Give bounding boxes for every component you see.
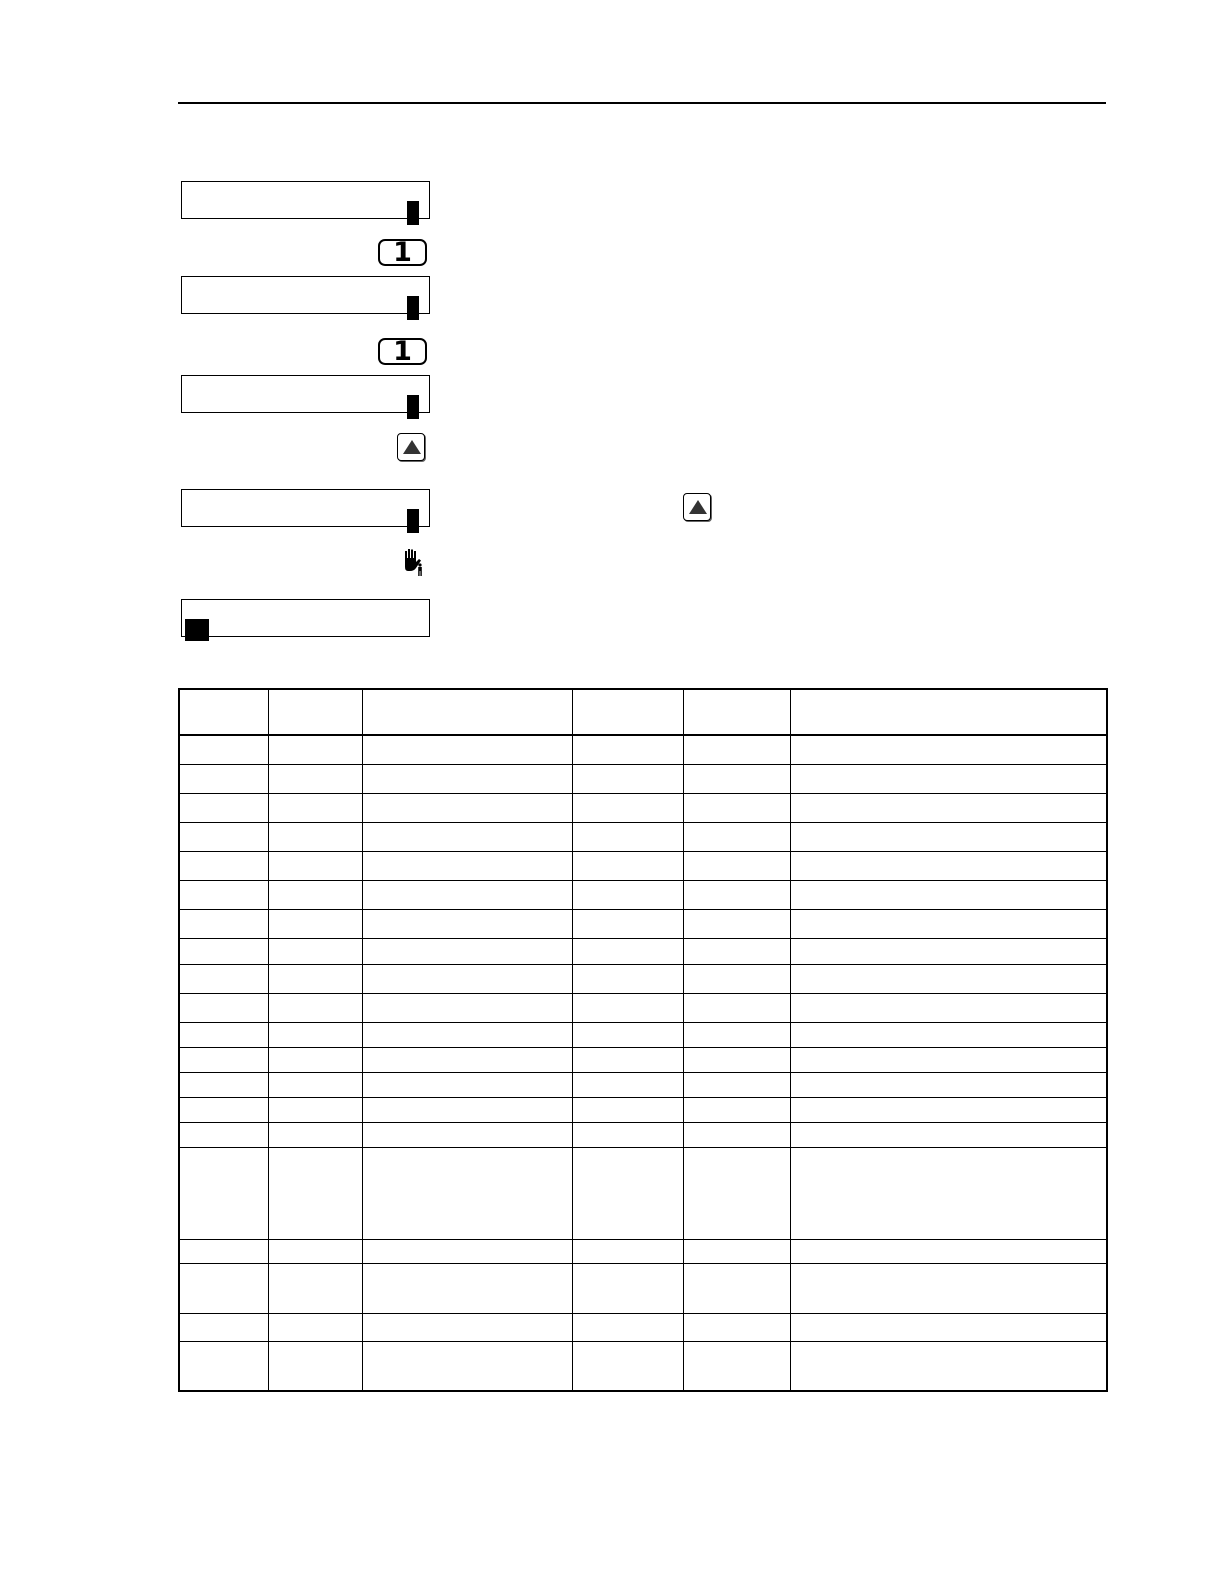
table-row (179, 822, 1107, 851)
table-cell (179, 851, 268, 880)
table-cell (179, 764, 268, 793)
table-cell (790, 793, 1107, 822)
table-cell (179, 1341, 268, 1391)
table-cell (790, 1122, 1107, 1147)
table-cell (683, 1097, 790, 1122)
table-cell (572, 1263, 683, 1313)
table-cell (683, 938, 790, 964)
table-cell (572, 793, 683, 822)
table-cell (268, 764, 362, 793)
lcd-cursor (185, 619, 209, 641)
table-cell (790, 851, 1107, 880)
table-cell (268, 793, 362, 822)
table-cell (683, 1239, 790, 1263)
table-cell (179, 1122, 268, 1147)
table-cell (572, 964, 683, 993)
lcd-cursor (407, 201, 419, 225)
key-one-icon: 1 (393, 336, 412, 367)
table-row (179, 764, 1107, 793)
table-cell (572, 1313, 683, 1341)
table-row (179, 1022, 1107, 1047)
table-cell (179, 993, 268, 1022)
table-row (179, 1047, 1107, 1072)
table-cell (179, 1022, 268, 1047)
column-header (790, 689, 1107, 735)
table-cell (362, 1122, 572, 1147)
lcd-cursor (407, 296, 419, 320)
table-cell (572, 851, 683, 880)
table-cell (683, 1313, 790, 1341)
table-cell (362, 1263, 572, 1313)
table-cell (683, 1072, 790, 1097)
table-cell (179, 1097, 268, 1122)
column-header (683, 689, 790, 735)
table-cell (362, 1341, 572, 1391)
table-cell (790, 1022, 1107, 1047)
table-cell (179, 735, 268, 764)
column-header (268, 689, 362, 735)
table-cell (362, 822, 572, 851)
table-cell (268, 822, 362, 851)
lcd-display-2 (181, 276, 430, 314)
table-cell (572, 1022, 683, 1047)
table-cell (683, 993, 790, 1022)
table-cell (268, 880, 362, 909)
table-cell (572, 764, 683, 793)
table-cell (179, 1239, 268, 1263)
table-cell (572, 1072, 683, 1097)
table-row (179, 1341, 1107, 1391)
table-cell (790, 1239, 1107, 1263)
up-arrow-key-inline[interactable] (683, 493, 711, 521)
table-cell (179, 909, 268, 938)
table-cell (268, 1122, 362, 1147)
table-cell (268, 1047, 362, 1072)
table-cell (362, 993, 572, 1022)
table-row (179, 1263, 1107, 1313)
table-cell (683, 735, 790, 764)
table-row (179, 993, 1107, 1022)
lcd-display-4 (181, 489, 430, 527)
table-row (179, 964, 1107, 993)
table-row (179, 1097, 1107, 1122)
column-header (362, 689, 572, 735)
table-cell (790, 822, 1107, 851)
lcd-display-1 (181, 181, 430, 219)
lcd-cursor (407, 395, 419, 419)
table-cell (790, 1047, 1107, 1072)
table-cell (572, 993, 683, 1022)
up-arrow-key[interactable] (397, 433, 425, 461)
table-cell (683, 1147, 790, 1239)
table-cell (572, 1147, 683, 1239)
table-cell (268, 993, 362, 1022)
table-cell (268, 909, 362, 938)
table-row (179, 909, 1107, 938)
table-cell (362, 764, 572, 793)
lcd-display-5 (181, 599, 430, 637)
table-cell (683, 909, 790, 938)
table-cell (790, 880, 1107, 909)
table-cell (790, 964, 1107, 993)
table-cell (362, 964, 572, 993)
table-cell (572, 938, 683, 964)
table-cell (179, 964, 268, 993)
table-row (179, 735, 1107, 764)
table-cell (790, 1341, 1107, 1391)
table-row (179, 851, 1107, 880)
table-row (179, 1147, 1107, 1239)
table-cell (179, 793, 268, 822)
key-one-icon: 1 (393, 237, 412, 268)
table-cell (683, 1122, 790, 1147)
table-row (179, 1072, 1107, 1097)
table-cell (268, 938, 362, 964)
table-cell (179, 1072, 268, 1097)
table-cell (572, 1122, 683, 1147)
table-cell (683, 764, 790, 793)
table-row (179, 1313, 1107, 1341)
table-cell (179, 1313, 268, 1341)
table-cell (572, 1341, 683, 1391)
table-cell (268, 1147, 362, 1239)
table-cell (268, 851, 362, 880)
table-cell (268, 1097, 362, 1122)
lcd-cursor (407, 509, 419, 533)
table-cell (790, 1263, 1107, 1313)
table-cell (362, 1047, 572, 1072)
table-cell (362, 1147, 572, 1239)
table-cell (683, 964, 790, 993)
header-rule (178, 102, 1106, 104)
table-cell (268, 1022, 362, 1047)
hand-icon (402, 547, 426, 577)
table-cell (572, 1047, 683, 1072)
table-cell (790, 1313, 1107, 1341)
table-cell (179, 1147, 268, 1239)
table-cell (790, 764, 1107, 793)
table-cell (572, 1239, 683, 1263)
table-cell (683, 880, 790, 909)
table-cell (362, 735, 572, 764)
table-cell (362, 909, 572, 938)
up-arrow-icon (688, 498, 708, 516)
table-cell (572, 909, 683, 938)
table-cell (362, 793, 572, 822)
table-cell (790, 1097, 1107, 1122)
data-table (178, 688, 1108, 1392)
table-cell (790, 1072, 1107, 1097)
table-cell (268, 1341, 362, 1391)
table-row (179, 938, 1107, 964)
table-cell (572, 880, 683, 909)
table-cell (362, 1072, 572, 1097)
table-header-row (179, 689, 1107, 735)
table-cell (362, 1313, 572, 1341)
key-one-button[interactable] (378, 239, 427, 266)
table-cell (790, 735, 1107, 764)
table-cell (362, 1239, 572, 1263)
column-header (179, 689, 268, 735)
table-cell (683, 1263, 790, 1313)
table-row (179, 1122, 1107, 1147)
hand-stop-key[interactable] (402, 547, 426, 582)
table-row (179, 880, 1107, 909)
table-cell (572, 1097, 683, 1122)
table-cell (683, 1341, 790, 1391)
table-cell (790, 993, 1107, 1022)
table-cell (683, 1047, 790, 1072)
table-cell (790, 938, 1107, 964)
table-cell (362, 1022, 572, 1047)
table-cell (572, 822, 683, 851)
table-cell (790, 909, 1107, 938)
table-cell (683, 793, 790, 822)
table-cell (683, 1022, 790, 1047)
table-cell (179, 822, 268, 851)
table-cell (362, 1097, 572, 1122)
table-cell (268, 735, 362, 764)
table-cell (268, 1263, 362, 1313)
table-cell (362, 938, 572, 964)
table-cell (362, 851, 572, 880)
table-cell (683, 822, 790, 851)
up-arrow-icon (402, 438, 422, 456)
table-cell (179, 938, 268, 964)
table-cell (268, 964, 362, 993)
table-cell (179, 1263, 268, 1313)
table-cell (179, 880, 268, 909)
table-cell (268, 1072, 362, 1097)
table-cell (572, 735, 683, 764)
table-row (179, 1239, 1107, 1263)
table-cell (362, 880, 572, 909)
table-cell (268, 1313, 362, 1341)
column-header (572, 689, 683, 735)
table-cell (179, 1047, 268, 1072)
table-cell (790, 1147, 1107, 1239)
key-one-button[interactable] (378, 338, 427, 365)
table-cell (268, 1239, 362, 1263)
lcd-display-3 (181, 375, 430, 413)
table-cell (683, 851, 790, 880)
table-row (179, 793, 1107, 822)
